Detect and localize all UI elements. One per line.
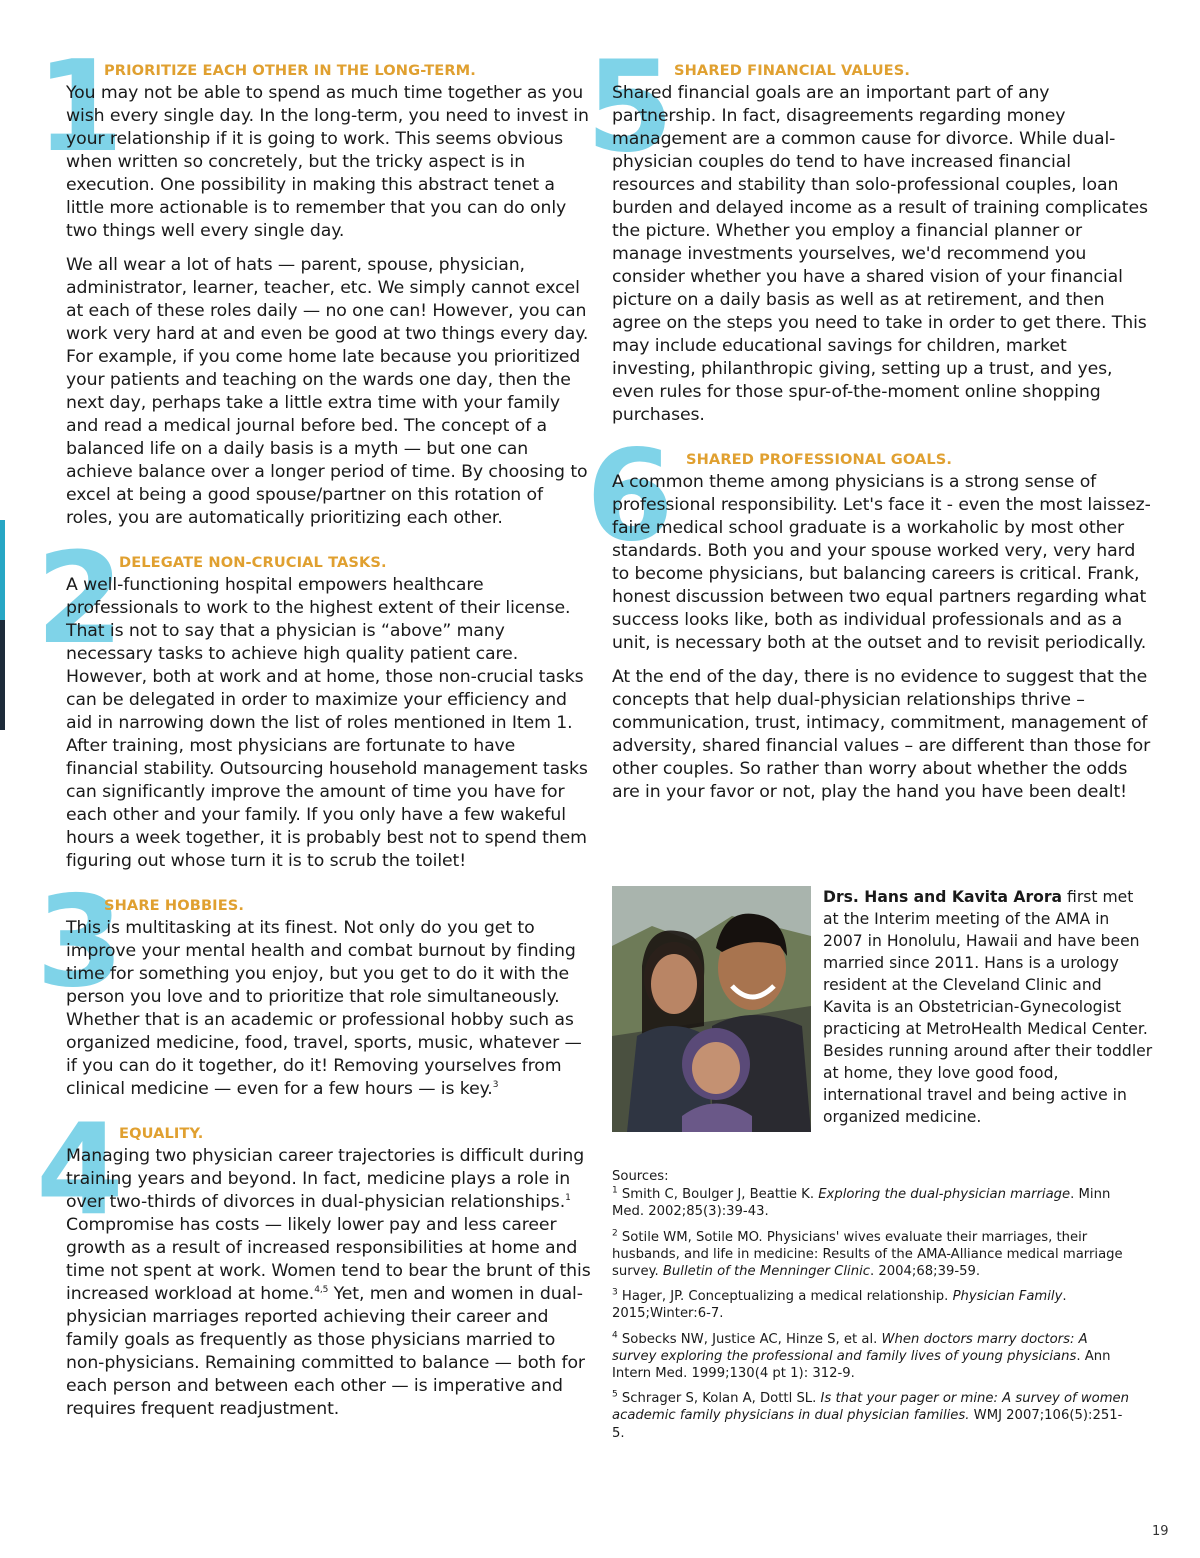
section-number: 3 [36,868,120,1015]
left-column [36,33,592,1421]
source-item: $^5$ Schrager S, Kolan A, Dottl SL. Is that your pager or mine: A survey of women academic family physicians in dual physician families. WMJ 2007;106(5):251-5. [612,1389,1130,1441]
edge-accent-navy [0,620,5,730]
section-paragraph: Shared financial goals are an important part of any partnership. In fact, disagreements regarding money management are a common cause for divorce. While dual-physician couples do tend to have increased financial resources and stability than solo-professional couples, loan burden and delayed income as a result of training complicates the picture. Whether you employ a financial planner or manage investments yourselves, we'd recommend you consider whether you have a shared vision of your financial picture on a daily basis as well as at retirement, and then agree on the steps you need to take in order to get there. This may include educational savings for children, market investing, philanthropic giving, setting up a trust, and yes, even rules for those spur-of-the-moment online shopping purchases. [612,83,1148,425]
footnote-ref: 4,5 [314,1285,329,1296]
section-paragraph: You may not be able to spend as much time together as you wish every single day. In the long-term, you need to invest in your relationship if it is going to work. This seems obvious when written so concretely, but the tricky aspect is in execution. One possibility in making this abstract tenet a little more actionable is to remember that you can do only two things well every single day. [66,83,589,241]
section-paragraph: This is multitasking at its finest. Not only do you get to improve your mental health and combat burnout by finding time for something you enjoy, but you get to do it with the person you love and to prioritize that role simultaneously. Whether that is an academic or professional hobby such as organized medicine, food, travel, sports, music, whatever — if you can do it together, do it! Removing yourselves from clinical medicine — even for a few hours — is key.$^3$ [66,918,582,1099]
page-number: 19 [1152,1524,1169,1539]
section-number: 6 [586,422,670,569]
section-1 [36,33,592,530]
section-title: EQUALITY. [119,1125,204,1142]
section-paragraph: Managing two physician career trajectories is difficult during training years and beyond. In fact, medicine plays a role in over two-thirds of divorces in dual-physician relationships.$^1$ Compromise has costs — likely lower pay and less career growth as a result of increased responsibilities at home and time not spent at work. Women tend to bear the brunt of this increased workload at home.$^{4,5}$ Yet, men and women in dual-physician marriages reported achieving their career and family goals as frequently as those physicians married to non-physicians. Remaining committed to balance — both for each person and between each other — is imperative and requires frequent readjustment. [66,1146,591,1419]
section-title: SHARE HOBBIES. [104,897,245,914]
source-item: $^2$ Sotile WM, Sotile MO. Physicians' wives evaluate their marriages, their husbands, and life in medicine: Results of the AMA-Alliance medical marriage survey. Bulletin of the Menninger Clinic. 2004;68;39-59. [612,1228,1123,1280]
source-item: $^4$ Sobecks NW, Justice AC, Hinze S, et al. When doctors marry doctors: A survey exploring the professional and family lives of young physicians. Ann Intern Med. 1999;130(4 pt 1): 312-9. [612,1330,1111,1382]
source-item: $^3$ Hager, JP. Conceptualizing a medical relationship. Physician Family. 2015;Winter:6-7. [612,1287,1067,1322]
section-paragraph: We all wear a lot of hats — parent, spouse, physician, administrator, learner, teacher, etc. We simply cannot excel at each of these roles daily — no one can! However, you can work very hard at and even be good at two things every day. For example, if you come home late because you prioritized your patients and teaching on the wards one day, then the next day, perhaps take a little extra time with your family and read a medical journal before bed. The concept of a balanced life on a daily basis is a myth — but one can achieve balance over a longer period of time. By choosing to excel at being a good spouse/partner on this rotation of roles, you are automatically prioritizing each other. [66,255,589,528]
section-number: 2 [36,525,120,672]
footnote-ref: 1 [565,1193,571,1204]
source-item: $^1$ Smith C, Boulger J, Beattie K. Exploring the dual-physician marriage. Minn Med. 2002;85(3):39-43. [612,1185,1111,1220]
section-paragraph: A well-functioning hospital empowers healthcare professionals to work to the highest extent of their license. That is not to say that a physician is “above” many necessary tasks to achieve high quality patient care. However, both at work and at home, those non-crucial tasks can be delegated in order to maximize your efficiency and aid in narrowing down the list of roles mentioned in Item 1. After training, most physicians are fortunate to have financial stability. Outsourcing household management tasks can significantly improve the amount of time you have for each other and your family. If you only have a few wakeful hours a week together, it is probably best not to spend them figuring out whose turn it is to scrub the toilet! [66,575,588,871]
section-paragraph: At the end of the day, there is no evidence to suggest that the concepts that help dual-physician relationships thrive – communication, trust, intimacy, commitment, management of adversity, shared financial values – are different than those for other couples. So rather than worry about whether the odds are in your favor or not, play the hand you have been dealt! [612,667,1151,802]
section-2 [36,525,592,873]
section-title: DELEGATE NON-CRUCIAL TASKS. [119,554,387,571]
section-4 [36,1096,592,1421]
section-title: SHARED FINANCIAL VALUES. [674,62,911,79]
edge-accent-teal [0,520,5,620]
sources [612,1168,1132,1450]
right-column [586,33,1152,804]
section-5 [586,33,1152,427]
section-number: 4 [36,1096,120,1243]
bio-names: Drs. Hans and Kavita Arora [823,888,1063,906]
bio-body: first met at the Interim meeting of the AMA in 2007 in Honolulu, Hawaii and have been married since 2011. Hans is a urology resident at the Cleveland Clinic and Kavita is an Obstetrician-Gynecologist practicing at MetroHealth Medical Center. Besides running around after their toddler at home, they love good food, international travel and being active in organized medicine. [823,888,1153,1126]
bio-text [823,886,1153,1128]
section-paragraph: A common theme among physicians is a strong sense of professional responsibility. Let's face it - even the most laissez-faire medical school graduate is a workaholic by most other standards. Both you and your spouse worked very, very hard to become physicians, but balancing careers is critical. Frank, honest discussion between two equal partners regarding what success looks like, both as individual professionals and as a unit, is necessary both at the outset and to revisit periodically. [612,472,1151,653]
author-photo [612,886,811,1132]
section-title: PRIORITIZE EACH OTHER IN THE LONG-TERM. [104,62,476,79]
sources-heading: Sources: [612,1169,669,1184]
section-number: 5 [586,33,670,180]
section-3 [36,868,592,1101]
section-title: SHARED PROFESSIONAL GOALS. [686,451,953,468]
footnote-ref: 3 [492,1080,499,1091]
section-number: 1 [36,33,120,180]
section-6 [586,422,1152,804]
